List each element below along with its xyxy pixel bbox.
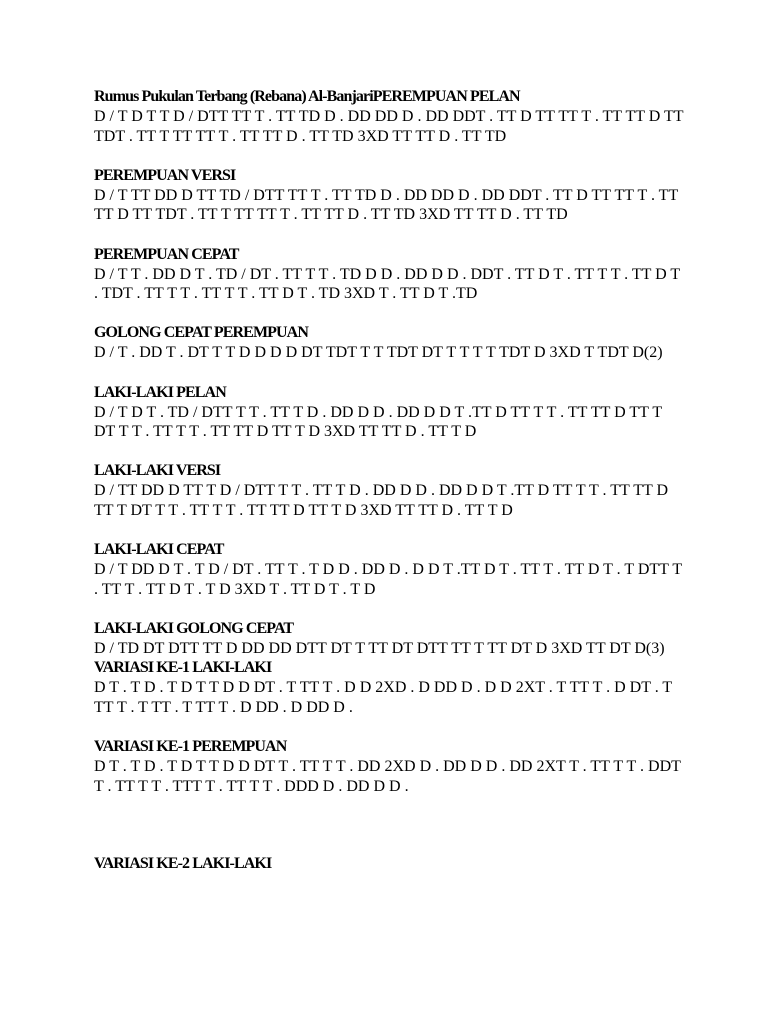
section-heading: PEREMPUAN VERSI: [94, 166, 236, 184]
section-heading: LAKI-LAKI VERSI: [94, 462, 221, 480]
section-gap: [94, 796, 684, 854]
section-laki-laki-golong-cepat: [94, 619, 684, 659]
section-heading: VARIASI KE-1 PEREMPUAN: [94, 738, 287, 756]
section-variasi-2-laki-laki: [94, 854, 684, 874]
section-heading: LAKI-LAKI CEPAT: [94, 541, 224, 559]
section-gap: [94, 225, 684, 245]
section-gap: [94, 304, 684, 324]
title-section-heading: PEREMPUAN PELAN: [372, 88, 520, 105]
section-heading: GOLONG CEPAT PEREMPUAN: [94, 324, 308, 342]
section-text: D / T . DD T . DT T T D D D D DT TDT T T TDT DT T T T T TDT D 3XD T TDT D(2): [94, 344, 663, 362]
section-text: D T . T D . T D T T D D DT . T TT T . D D 2XD . D DD D . D D 2XT . T TT T . D DT . T TT T . T TT . T TT T . D DD . D DD D .: [94, 679, 672, 717]
section-laki-laki-versi: [94, 461, 684, 520]
section-perempuan-versi: [94, 166, 684, 225]
section-laki-laki-cepat: [94, 540, 684, 599]
section-text: D / TD DT DTT TT D DD DD DTT DT T TT DT DTT TT T TT DT D 3XD TT DT D(3): [94, 639, 665, 657]
section-golong-cepat-perempuan: [94, 323, 684, 363]
title-main: Rumus Pukulan Terbang (Rebana) Al-Banjari: [94, 88, 373, 105]
section-text: D / T D T T D / DTT TT T . TT TD D . DD DD D . DD DDT . TT D TT TT T . TT TT D TT TDT . TT T TT TT T . TT TT D . TT TD 3XD TT TT D . TT TD: [94, 108, 684, 145]
section-gap: [94, 599, 684, 619]
section-gap: [94, 521, 684, 541]
section-variasi-1-perempuan: [94, 737, 684, 796]
section-perempuan-cepat: [94, 245, 684, 304]
section-text: D / T TT DD D TT TD / DTT TT T . TT TD D . DD DD D . DD DDT . TT D TT TT T . TT TT D TT TDT . TT T TT TT T . TT TT D . TT TD 3XD TT TT D . TT TD: [94, 186, 678, 224]
section-intro: [94, 87, 684, 146]
section-laki-laki-pelan: [94, 383, 684, 442]
section-heading: VARIASI KE-2 LAKI-LAKI: [94, 855, 272, 873]
section-text: D / TT DD D TT T D / DTT T T . TT T D . DD D D . DD D D T .TT D TT T T . TT TT D TT T DT T T . TT T T . TT TT D TT T D 3XD TT TT D . TT T D: [94, 482, 669, 519]
section-variasi-1-laki-laki: [94, 658, 684, 717]
section-heading: LAKI-LAKI GOLONG CEPAT: [94, 619, 294, 637]
section-heading: PEREMPUAN CEPAT: [94, 245, 239, 263]
section-heading: LAKI-LAKI PELAN: [94, 383, 226, 401]
section-gap: [94, 718, 684, 738]
section-gap: [94, 146, 684, 166]
section-text: D / T D T . TD / DTT T T . TT T D . DD D D . DD D D T .TT D TT T T . TT TT D TT T DT T T . TT T T . TT TT D TT T D 3XD TT TT D . TT T D: [94, 403, 662, 441]
section-text: D / T T . DD D T . TD / DT . TT T T . TD D D . DD D D . DDT . TT D T . TT T T . TT D T . TDT . TT T T . TT T T . TT D T . TD 3XD T . TT D T .TD: [94, 265, 680, 303]
section-text: D / T DD D T . T D / DT . TT T . T D D . DD D . D D T .TT D T . TT T . TT D T . T DTT T . TT T . TT D T . T D 3XD T . TT D T . T D: [94, 561, 682, 598]
section-text: D T . T D . T D T T D D DT T . TT T T . DD 2XD D . DD D D . DD 2XT T . TT T T . DDT T . TT T T . TTT T . TT T T . DDD D . DD D D .: [94, 758, 681, 795]
section-heading: VARIASI KE-1 LAKI-LAKI: [94, 659, 272, 677]
section-gap: [94, 363, 684, 383]
section-gap: [94, 442, 684, 462]
document-page: [94, 87, 684, 874]
document-title: [94, 87, 684, 107]
